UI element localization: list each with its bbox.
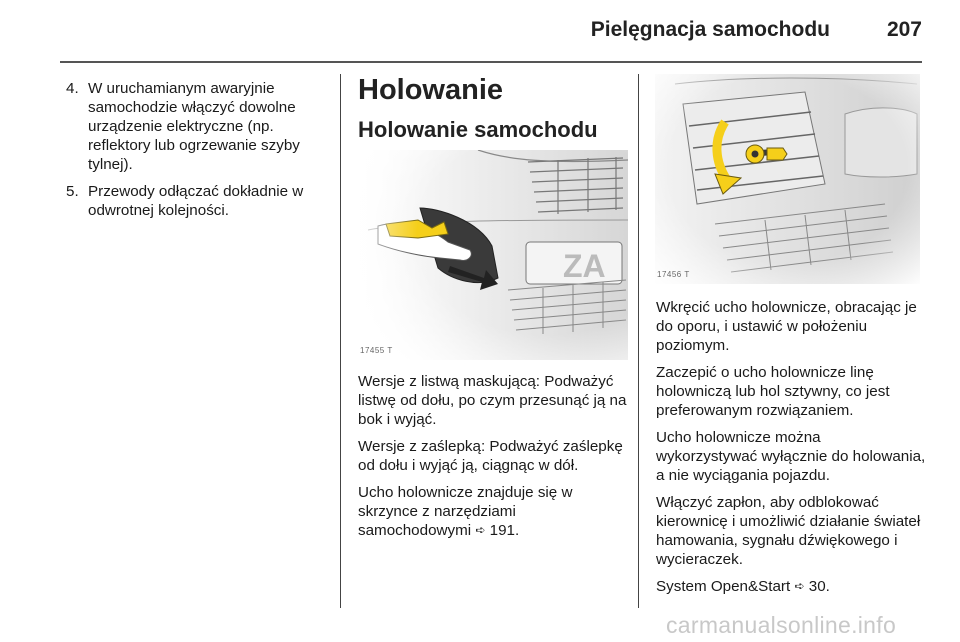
step-number: 4. — [66, 80, 79, 97]
right-column-text — [656, 298, 926, 605]
page-number: 207 — [886, 18, 922, 41]
bumper-illustration — [358, 150, 628, 360]
figure-bumper-cover-removal — [358, 150, 628, 360]
towing-eye-illustration — [655, 74, 920, 284]
list-item — [60, 182, 330, 220]
reference-arrow-icon: ➪ — [475, 523, 486, 537]
step-text: W uruchamianym awaryjnie samochodzie włączyć dowolne urządzenie elektryczne (np. reflektory lub ogrzewanie szyby tylnej). — [88, 80, 300, 173]
step-text: Przewody odłączać dokładnie w odwrotnej kolejności. — [88, 183, 304, 219]
section-title: Pielęgnacja samochodu — [590, 18, 830, 41]
left-column-steps — [60, 79, 330, 228]
paragraph: Włączyć zapłon, aby odblokować kierownicę i umożliwić działanie świateł hamowania, sygnału dźwiękowego i wycieraczek. — [656, 494, 921, 568]
paragraph: Wersje z listwą maskującą: Podważyć listwę od dołu, po czym przesunąć ją na bok i wyjąć. — [358, 373, 627, 428]
paragraph-text: Ucho holownicze znajduje się w skrzynce z narzędziami samochodowymi — [358, 484, 573, 539]
paragraph: Wersje z zaślepką: Podważyć zaślepkę od dołu i wyjąć ją, ciągnąc w dół. — [358, 438, 623, 474]
column-divider-right — [638, 74, 639, 608]
list-item — [60, 79, 330, 174]
reference-page[interactable]: 191. — [489, 522, 520, 539]
reference-page[interactable]: 30. — [808, 578, 830, 595]
paragraph: Zaczepić o ucho holownicze linę holowniczą lub hol sztywny, co jest preferowanym rozwiązaniem. — [656, 364, 890, 419]
figure-code: 17455 T — [360, 346, 393, 355]
step-number: 5. — [66, 183, 79, 200]
watermark: carmanualsonline.info — [666, 612, 897, 638]
paragraph-with-reference — [656, 577, 926, 597]
reference-arrow-icon: ➪ — [794, 579, 805, 593]
figure-code: 17456 T — [657, 270, 690, 279]
column-divider-left — [340, 74, 341, 608]
paragraph: Wkręcić ucho holownicze, obracając je do oporu, i ustawić w położeniu poziomym. — [656, 299, 917, 354]
middle-column-text — [358, 372, 628, 549]
header-divider — [60, 61, 922, 63]
section-heading: Holowanie — [358, 74, 504, 106]
paragraph: Ucho holownicze można wykorzystywać wyłącznie do holowania, a nie wyciągania pojazdu. — [656, 429, 926, 484]
paragraph-text: System Open&Start — [656, 578, 791, 595]
figure-towing-eye — [655, 74, 920, 284]
subsection-heading: Holowanie samochodu — [358, 117, 598, 142]
paragraph-with-reference — [358, 483, 628, 541]
